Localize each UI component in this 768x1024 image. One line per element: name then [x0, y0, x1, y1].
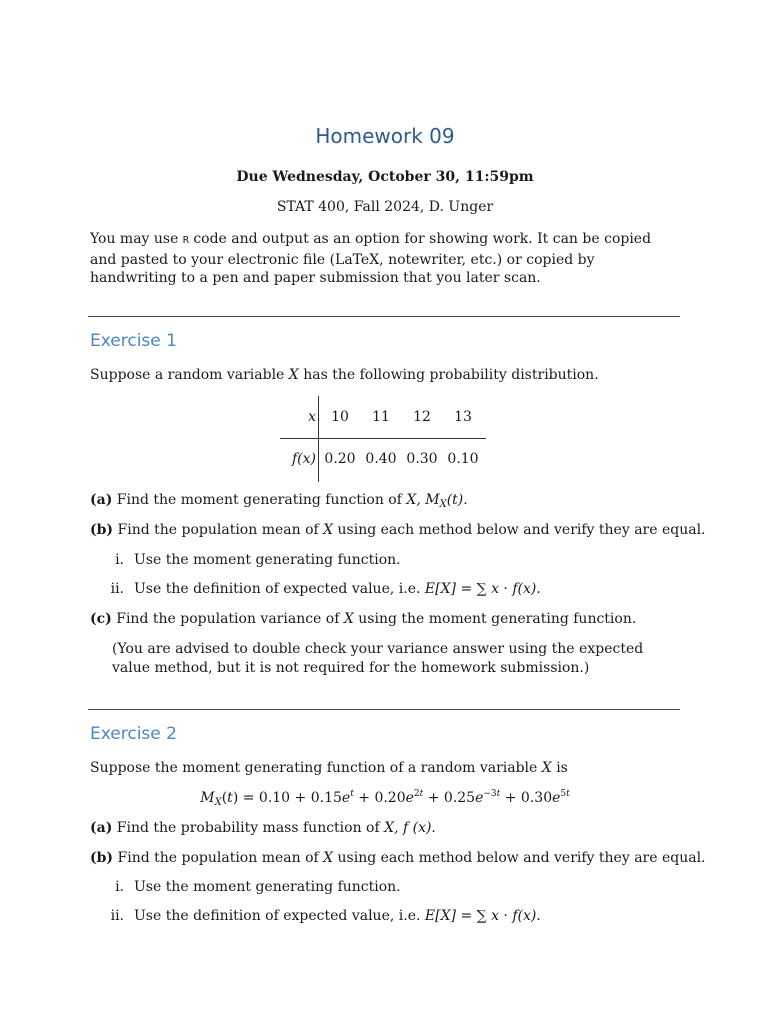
- exercise-2-item-i: [100, 879, 401, 895]
- prompt-text: Suppose a random variable: [90, 367, 289, 383]
- item-text: Use the moment generating function.: [134, 879, 401, 895]
- part-b-text-end: using each method below and verify they are equal.: [333, 522, 706, 538]
- intro-paragraph: [90, 230, 680, 288]
- item-number: ii.: [110, 908, 124, 924]
- exercise-2-part-a: [90, 820, 680, 836]
- table-x-value: 11: [372, 409, 390, 425]
- table-f-value: 0.30: [406, 451, 438, 467]
- part-a-label: (a): [90, 492, 113, 508]
- prompt-variable: X: [288, 367, 299, 383]
- part-b-text: Find the population mean of: [117, 522, 324, 538]
- prompt-text-end: has the following probability distribution.: [298, 367, 599, 383]
- part-a-math-tail: (t).: [446, 492, 468, 508]
- part-c-text-end: using the moment generating function.: [353, 611, 637, 627]
- part-a-subscript: X: [439, 499, 447, 510]
- prompt-text-end: is: [551, 760, 568, 776]
- part-c-label: (c): [90, 611, 112, 627]
- part-b-variable: X: [323, 522, 334, 538]
- table-f-value: 0.10: [447, 451, 479, 467]
- intro-text-end: code and output as an option for showing work. It can be copied and pasted to your electronic file (LaTeX, notewriter, etc.) or copied by handwriting to a pen and paper submission that you later scan.: [90, 231, 652, 286]
- table-horizontal-rule: [280, 438, 486, 439]
- table-x-value: 10: [331, 409, 349, 425]
- exercise-2-part-b: [90, 850, 706, 866]
- item-number: ii.: [110, 581, 124, 597]
- exercise-1-heading: Exercise 1: [90, 331, 177, 351]
- part-a-math: X, M: [406, 492, 440, 508]
- exercise-1-part-b: [90, 522, 706, 538]
- part-b-variable: X: [323, 850, 334, 866]
- probability-table: [280, 396, 490, 482]
- page-title: Homework 09: [315, 124, 455, 148]
- intro-text-start: You may use: [90, 231, 183, 247]
- item-text: Use the moment generating function.: [134, 552, 401, 568]
- section-divider: [88, 316, 680, 317]
- r-code-label: R: [182, 235, 189, 246]
- exercise-2-prompt: [90, 760, 680, 776]
- exercise-2-item-ii: [100, 908, 541, 924]
- part-a-text: Find the probability mass function of: [116, 820, 385, 836]
- table-vertical-rule: [318, 396, 319, 482]
- part-a-label: (a): [90, 820, 113, 836]
- exercise-1-prompt: [90, 367, 680, 383]
- mgf-equation: $M_X(t) = 0.10 + 0.15e^t + 0.20e^{2t} + 0.25e^{-3t} + 0.30e^{5t}$: [200, 789, 570, 808]
- table-x-label: x: [308, 409, 316, 425]
- item-number: i.: [115, 879, 124, 895]
- part-b-text: Find the population mean of: [117, 850, 324, 866]
- table-x-value: 12: [413, 409, 431, 425]
- table-f-value: 0.20: [324, 451, 356, 467]
- part-b-text-end: using each method below and verify they are equal.: [333, 850, 706, 866]
- due-date: Due Wednesday, October 30, 11:59pm: [236, 169, 534, 185]
- part-a-text: Find the moment generating function of: [116, 492, 407, 508]
- part-b-label: (b): [90, 522, 114, 538]
- expected-value-formula: E[X] = ∑ x · f(x).: [424, 908, 541, 924]
- exercise-1-note: (You are advised to double check your variance answer using the expected value method, but it is not required for the homework submission.): [112, 641, 644, 676]
- part-a-math: X, f (x).: [384, 820, 436, 836]
- table-f-value: 0.40: [365, 451, 397, 467]
- item-number: i.: [115, 552, 124, 568]
- exercise-1-item-ii: [100, 581, 541, 597]
- section-divider: [88, 709, 680, 710]
- part-c-variable: X: [343, 611, 354, 627]
- table-fx-label: f(x): [291, 451, 316, 467]
- table-x-value: 13: [454, 409, 472, 425]
- expected-value-formula: E[X] = ∑ x · f(x).: [424, 581, 541, 597]
- part-c-text: Find the population variance of: [116, 611, 344, 627]
- item-text: Use the definition of expected value, i.e.: [134, 908, 425, 924]
- prompt-variable: X: [541, 760, 552, 776]
- part-b-label: (b): [90, 850, 114, 866]
- exercise-1-part-c: [90, 611, 680, 627]
- course-info: STAT 400, Fall 2024, D. Unger: [276, 199, 494, 215]
- prompt-text: Suppose the moment generating function of a random variable: [90, 760, 542, 776]
- exercise-2-heading: Exercise 2: [90, 724, 177, 744]
- exercise-1-part-a: [90, 492, 680, 510]
- exercise-1-item-i: [100, 552, 401, 568]
- item-text: Use the definition of expected value, i.e.: [134, 581, 425, 597]
